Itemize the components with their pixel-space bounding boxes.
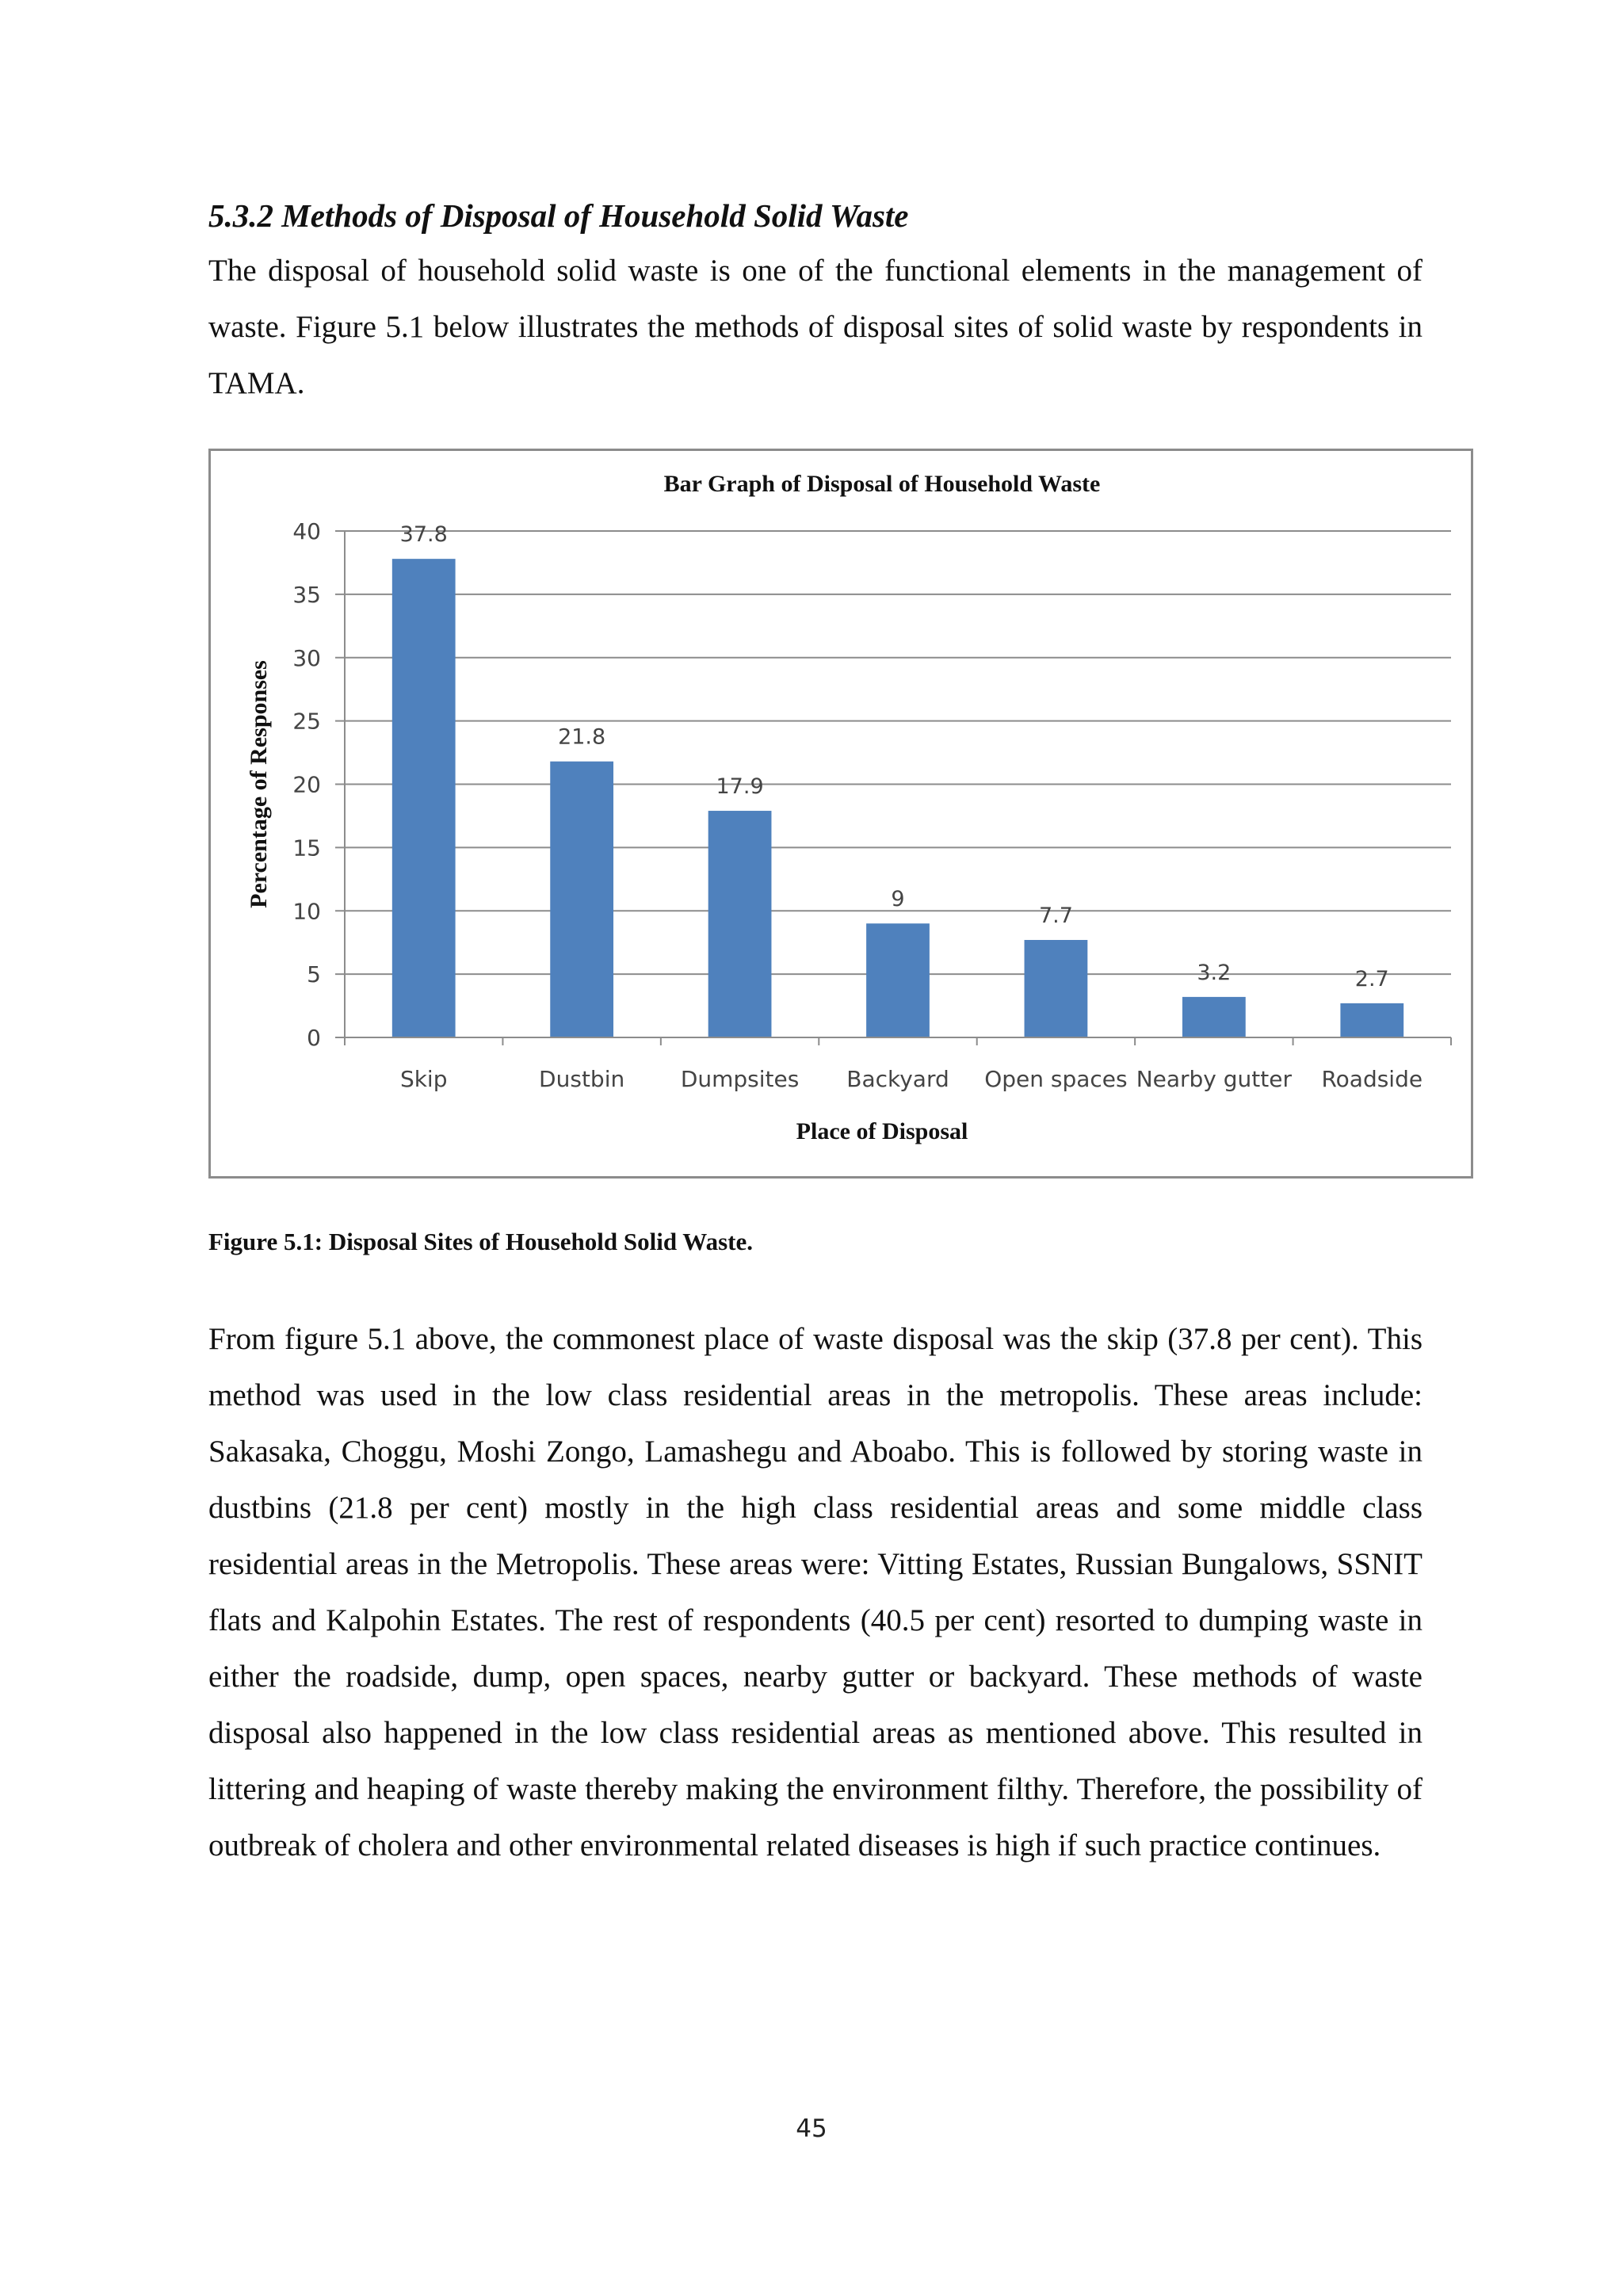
- chart-labels: [292, 518, 1423, 1092]
- bar-nearby-gutter: [1182, 997, 1246, 1037]
- discussion-paragraph: From figure 5.1 above, the commonest place of waste disposal was the skip (37.8 per cent). This method was used in the low class residential areas in the metropolis. These areas include: Sakasaka, Choggu, Moshi Zongo, Lamashegu and Aboabo. This is followed by storing waste in dustbins (21.8 per cent) mostly in the high class residential areas and some middle class residential areas in the Metropolis. These areas were: Vitting Estates, Russian Bungalows, SSNIT flats and Kalpohin Estates. The rest of respondents (40.5 per cent) resorted to dumping waste in either the roadside, dump, open spaces, nearby gutter or backyard. These methods of waste disposal also happened in the low class residential areas as mentioned above. This resulted in littering and heaping of waste thereby making the environment filthy. Therefore, the possibility of outbreak of cholera and other environmental related diseases is high if such practice continues.: [208, 1322, 1423, 1862]
- data-label: 21.8: [558, 724, 606, 750]
- bar-dumpsites: [708, 811, 772, 1037]
- y-tick-label: 35: [292, 581, 321, 608]
- x-tick-label: Nearby gutter: [1136, 1066, 1293, 1092]
- y-tick-label: 25: [292, 708, 321, 735]
- data-label: 37.8: [399, 522, 448, 548]
- figure-caption: Figure 5.1: Disposal Sites of Household Solid Waste.: [208, 1228, 753, 1255]
- data-label: 17.9: [716, 774, 764, 800]
- x-tick-label: Dustbin: [539, 1066, 625, 1092]
- bar-chart-figure: [208, 449, 1473, 1179]
- section-heading: 5.3.2 Methods of Disposal of Household Solid Waste: [208, 197, 909, 234]
- page-number: 45: [796, 2115, 827, 2143]
- x-axis-title: Place of Disposal: [796, 1118, 968, 1144]
- bar-skip: [392, 559, 456, 1037]
- y-tick-label: 15: [292, 835, 321, 861]
- y-tick-label: 10: [292, 898, 321, 925]
- x-tick-label: Backyard: [846, 1066, 949, 1092]
- x-tick-label: Open spaces: [984, 1066, 1128, 1092]
- bar-roadside: [1340, 1003, 1403, 1037]
- data-label: 7.7: [1038, 903, 1073, 928]
- y-tick-label: 20: [292, 771, 321, 798]
- intro-paragraph: The disposal of household solid waste is one of the functional elements in the management of waste. Figure 5.1 below illustrates the methods of disposal sites of solid waste by respondents in TAMA.: [208, 254, 1423, 400]
- bar-chart: [211, 451, 1471, 1176]
- x-tick-label: Roadside: [1321, 1066, 1423, 1092]
- bar-backyard: [866, 923, 930, 1037]
- bar-open-spaces: [1025, 940, 1088, 1037]
- x-tick-label: Dumpsites: [680, 1066, 800, 1092]
- x-tick-label: Skip: [399, 1066, 448, 1092]
- y-tick-label: 0: [307, 1025, 321, 1051]
- chart-title: Bar Graph of Disposal of Household Waste: [663, 471, 1101, 497]
- y-tick-label: 5: [307, 961, 321, 988]
- y-axis-title: Percentage of Responses: [246, 660, 272, 908]
- data-label: 9: [891, 887, 905, 912]
- bar-dustbin: [550, 762, 613, 1037]
- chart-bars: [392, 559, 1403, 1037]
- y-tick-label: 40: [292, 518, 321, 544]
- data-label: 3.2: [1197, 960, 1232, 985]
- y-tick-label: 30: [292, 644, 321, 671]
- data-label: 2.7: [1354, 966, 1389, 991]
